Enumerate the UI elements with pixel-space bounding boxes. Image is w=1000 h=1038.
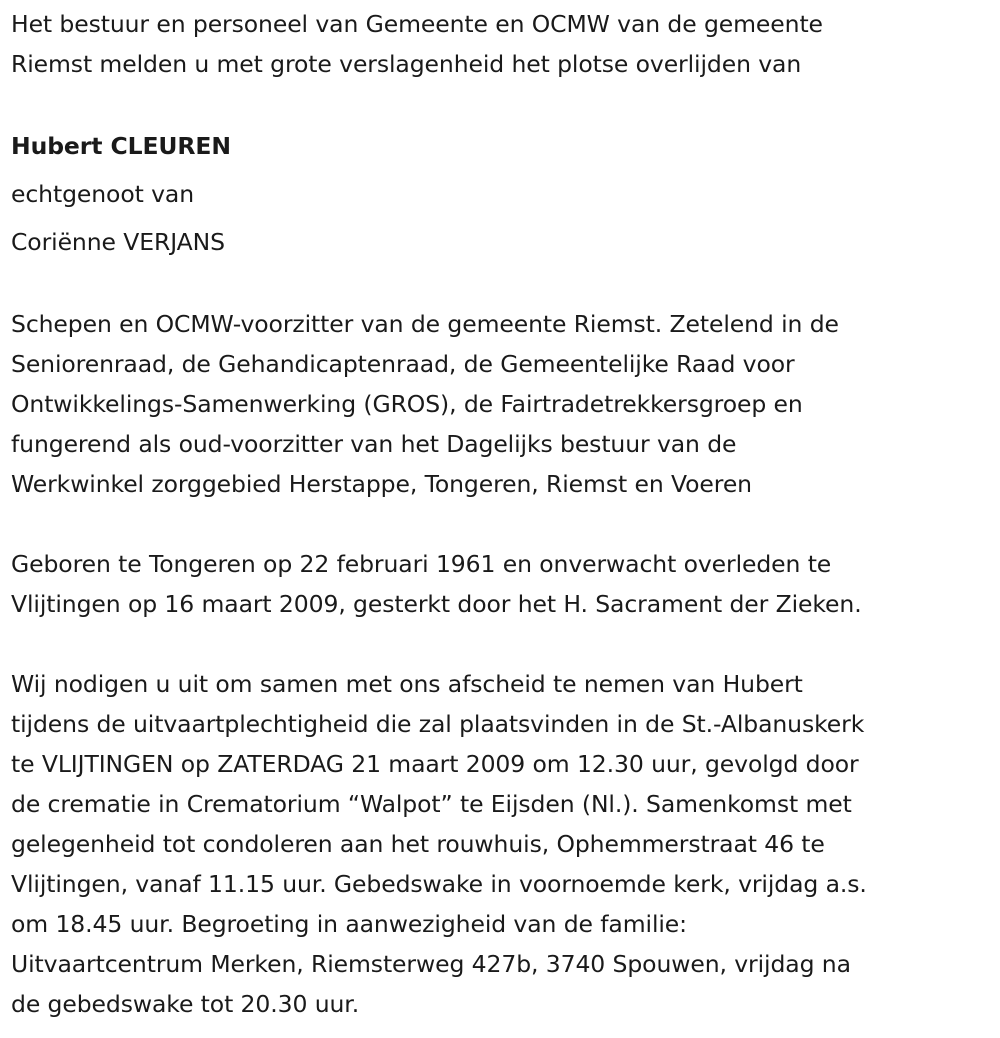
relation-label: echtgenoot van (11, 180, 194, 208)
functions-paragraph (11, 304, 996, 504)
invitation-paragraph (11, 664, 996, 1024)
functions-line: Schepen en OCMW-voorzitter van de gemeente Riemst. Zetelend in de (11, 310, 839, 338)
invitation-line: de gebedswake tot 20.30 uur. (11, 990, 360, 1018)
obituary-document (11, 4, 996, 1024)
deceased-name: Hubert CLEUREN (11, 132, 231, 160)
invitation-line: te VLIJTINGEN op ZATERDAG 21 maart 2009 om 12.30 uur, gevolgd door (11, 750, 859, 778)
invitation-line: Wij nodigen u uit om samen met ons afscheid te nemen van Hubert (11, 670, 803, 698)
invitation-line: Uitvaartcentrum Merken, Riemsterweg 427b, 3740 Spouwen, vrijdag na (11, 950, 851, 978)
deceased-block (11, 122, 996, 266)
invitation-line: tijdens de uitvaartplechtigheid die zal plaatsvinden in de St.-Albanuskerk (11, 710, 865, 738)
birth-death-line: Geboren te Tongeren op 22 februari 1961 en onverwacht overleden te (11, 550, 832, 578)
intro-line: Riemst melden u met grote verslagenheid het plotse overlijden van (11, 50, 802, 78)
invitation-line: de crematie in Crematorium “Walpot” te Eijsden (Nl.). Samenkomst met (11, 790, 852, 818)
invitation-line: om 18.45 uur. Begroeting in aanwezigheid van de familie: (11, 910, 687, 938)
functions-line: fungerend als oud-voorzitter van het Dagelijks bestuur van de (11, 430, 737, 458)
invitation-line: gelegenheid tot condoleren aan het rouwhuis, Ophemmerstraat 46 te (11, 830, 825, 858)
functions-line: Ontwikkelings-Samenwerking (GROS), de Fairtradetrekkersgroep en (11, 390, 803, 418)
spouse-name: Coriënne VERJANS (11, 228, 225, 256)
intro-line: Het bestuur en personeel van Gemeente en OCMW van de gemeente (11, 10, 823, 38)
birth-death-line: Vlijtingen op 16 maart 2009, gesterkt door het H. Sacrament der Zieken. (11, 590, 862, 618)
intro-paragraph (11, 4, 996, 84)
functions-line: Werkwinkel zorggebied Herstappe, Tongeren, Riemst en Voeren (11, 470, 752, 498)
functions-line: Seniorenraad, de Gehandicaptenraad, de Gemeentelijke Raad voor (11, 350, 795, 378)
birth-death-paragraph (11, 544, 996, 624)
invitation-line: Vlijtingen, vanaf 11.15 uur. Gebedswake in voornoemde kerk, vrijdag a.s. (11, 870, 867, 898)
